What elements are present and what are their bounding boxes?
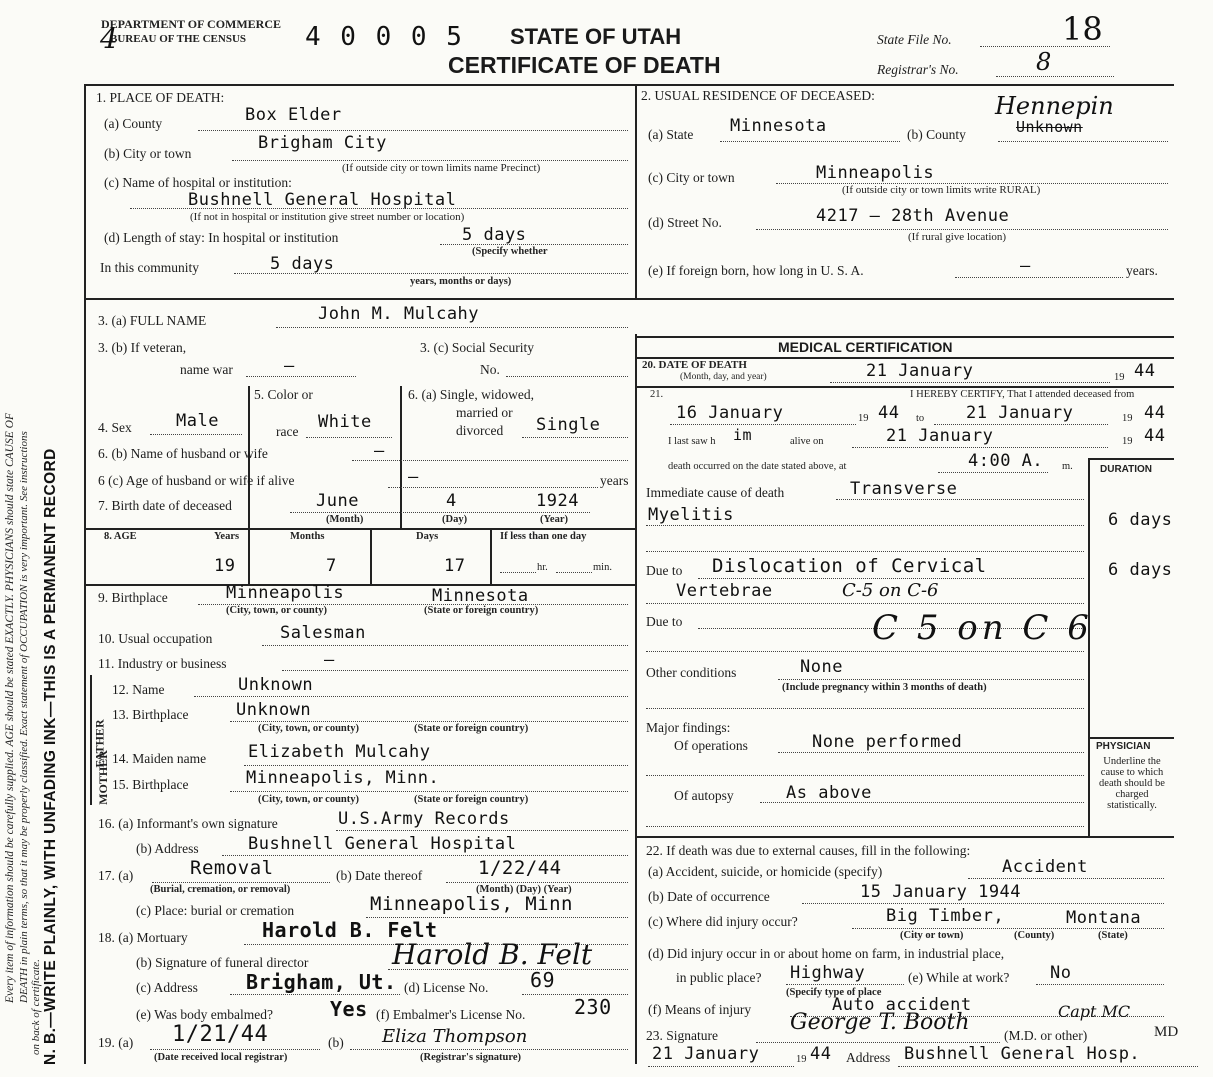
due-to-1-hand: C-5 on C-6 — [842, 580, 939, 601]
pregnancy-note: (Include pregnancy within 3 months of death) — [782, 682, 987, 693]
to-year: 44 — [1144, 403, 1166, 423]
to-prefix: 19 — [1122, 413, 1133, 424]
res-county-label: (b) County — [907, 127, 966, 142]
age-hw-value: – — [408, 467, 419, 487]
physician-box-title: PHYSICIAN — [1096, 741, 1151, 752]
last-year: 44 — [1144, 426, 1166, 446]
res-state: Minnesota — [730, 116, 827, 136]
mort-address-label: (c) Address — [136, 980, 198, 995]
emb-license-label: (f) Embalmer's License No. — [376, 1007, 526, 1022]
last-saw-label: I last saw h — [668, 436, 716, 447]
mortuary-label: 18. (a) Mortuary — [98, 930, 188, 945]
street-label: (d) Street No. — [648, 215, 722, 230]
full-name-label: 3. (a) FULL NAME — [98, 313, 207, 328]
industry: – — [324, 650, 335, 670]
occurrence-label: (b) Date of occurrence — [648, 889, 770, 904]
father-bp-label: 13. Birthplace — [112, 707, 189, 722]
stay-hospital: 5 days — [462, 225, 527, 245]
age-hw-label: 6 (c) Age of husband or wife if alive — [98, 473, 295, 488]
physician-address: Bushnell General Hosp. — [904, 1044, 1141, 1064]
due-to-1a: Dislocation of Cervical — [712, 555, 987, 577]
received-b-label: (b) — [328, 1035, 344, 1050]
certify-num: 21. — [650, 389, 664, 400]
external-causes-label: 22. If death was due to external causes, fill in the following: — [646, 843, 971, 858]
last-saw-pronoun: im — [733, 426, 753, 444]
burial-label: 17. (a) — [98, 868, 134, 883]
attended-to: 21 January — [966, 403, 1074, 423]
physician-note: Underline the cause to which death should be charged statistically. — [1099, 756, 1165, 811]
operations-label: Of operations — [674, 738, 748, 753]
hospital-label: (c) Name of hospital or institution: — [104, 175, 292, 190]
injury-state: Montana — [1066, 908, 1142, 928]
dept-name: DEPARTMENT OF COMMERCE — [101, 17, 282, 31]
sig-address-label: Address — [846, 1050, 891, 1065]
years-suffix: years. — [1126, 263, 1158, 278]
occupation: Salesman — [280, 623, 366, 643]
state-note: (State) — [1098, 930, 1128, 941]
signature-label: 23. Signature — [646, 1028, 718, 1043]
informant-address-label: (b) Address — [136, 841, 199, 856]
specify-note: (Specify whether — [472, 246, 548, 257]
birth-label: 7. Birth date of deceased — [98, 498, 232, 513]
accident-value: Accident — [1002, 857, 1088, 877]
where-label: (c) Where did injury occur? — [648, 914, 798, 929]
means-value: Auto accident — [832, 995, 972, 1015]
embalmed-value: Yes — [330, 997, 368, 1021]
death-county: Box Elder — [245, 105, 342, 125]
immediate-cause-1: Transverse — [850, 479, 958, 499]
registrar-label: Registrar's No. — [877, 62, 959, 77]
instruction-line-1: Every item of information should be carefully supplied. AGE should be stated EXACTLY. PHYSICIANS should state CAUSE OF — [4, 413, 16, 1003]
birth-day: 4 — [446, 491, 457, 511]
res-city: Minneapolis — [816, 163, 935, 183]
res-state-label: (a) State — [648, 127, 694, 142]
less-col: If less than one day — [500, 531, 587, 542]
burial-date-label: (b) Date thereof — [336, 868, 423, 883]
death-time: 4:00 A. — [968, 451, 1044, 471]
instruction-line-3: on back of certificate. — [30, 959, 42, 1055]
mortuary-name: Harold B. Felt — [262, 918, 438, 942]
mother-birthplace: Minneapolis, Minn. — [246, 768, 440, 788]
due-to-2-label: Due to — [646, 614, 683, 629]
years-label: years — [600, 473, 629, 488]
rural-note: (If rural give location) — [908, 231, 1007, 243]
age-months: 7 — [326, 556, 337, 576]
age-years: 19 — [214, 556, 236, 576]
county-label: (a) County — [104, 116, 163, 131]
industry-label: 11. Industry or business — [98, 656, 227, 671]
county-note: (County) — [1014, 930, 1055, 941]
burial-date: 1/22/44 — [478, 857, 562, 879]
community-label: In this community — [100, 260, 199, 275]
foreign-label: (e) If foreign born, how long in U. S. A. — [648, 263, 864, 278]
stay-label: (d) Length of stay: In hospital or institution — [104, 230, 339, 245]
accident-label: (a) Accident, suicide, or homicide (specify) — [648, 864, 883, 879]
occurred-label: death occurred on the date stated above, at — [668, 461, 847, 472]
public-place: Highway — [790, 963, 866, 983]
from-year: 44 — [878, 403, 900, 423]
medical-heading: MEDICAL CERTIFICATION — [778, 339, 953, 355]
received-date: 1/21/44 — [172, 1022, 269, 1047]
last-saw-date: 21 January — [886, 426, 994, 446]
birth-year: 1924 — [536, 491, 579, 511]
state-file-value: 18 — [1062, 10, 1103, 48]
director-signature: Harold B. Felt — [392, 938, 593, 971]
duration-2: 6 days — [1108, 560, 1173, 580]
dod-prefix: 19 — [1114, 372, 1125, 383]
birthplace-city: Minneapolis — [226, 583, 345, 603]
city-town-note: (City or town) — [900, 930, 964, 941]
informant-address: Bushnell General Hospital — [248, 834, 517, 854]
years-col: Years — [214, 531, 240, 542]
fbp-state-note: (State or foreign country) — [414, 723, 529, 734]
state-heading: STATE OF UTAH — [510, 24, 682, 49]
operations-value: None performed — [812, 732, 963, 752]
veteran-label: 3. (b) If veteran, — [98, 340, 187, 355]
war-label: name war — [180, 362, 233, 377]
rural-city-note: (If outside city or town limits write RURAL) — [842, 184, 1041, 196]
embalmer-license: 230 — [574, 995, 612, 1019]
burial-place: Minneapolis, Minn — [370, 893, 573, 915]
race-value: White — [318, 412, 372, 432]
sex-label: 4. Sex — [98, 420, 132, 435]
dod-year: 44 — [1134, 361, 1156, 381]
foreign-value: – — [1020, 256, 1031, 276]
divorced-label: divorced — [456, 423, 504, 438]
md-label: (M.D. or other) — [1004, 1028, 1088, 1043]
place-of-death-heading: 1. PLACE OF DEATH: — [96, 90, 225, 105]
physician-signature: George T. Booth — [790, 1010, 970, 1035]
last-prefix: 19 — [1122, 436, 1133, 447]
other-conditions-label: Other conditions — [646, 665, 737, 680]
attended-from: 16 January — [676, 403, 784, 423]
autopsy-value: As above — [786, 783, 872, 803]
residence-county-hand: Hennepin — [995, 92, 1114, 120]
date-of-death: 21 January — [866, 361, 974, 381]
due-to-1-label: Due to — [646, 563, 683, 578]
month-note: (Month) — [326, 514, 364, 525]
informant-signature: U.S.Army Records — [338, 809, 510, 829]
min-label: min. — [593, 562, 612, 573]
marital-value: Single — [536, 415, 601, 435]
physician-rank: Capt MC — [1058, 1002, 1131, 1021]
mother-name-label: 14. Maiden name — [112, 751, 207, 766]
hr-label: hr. — [537, 562, 548, 573]
mdy-note: (Month) (Day) (Year) — [476, 884, 572, 895]
certificate-title: CERTIFICATE OF DEATH — [448, 52, 721, 78]
work-value: No — [1050, 963, 1072, 983]
age-label: 8. AGE — [104, 531, 137, 542]
registrar-value: 8 — [1036, 48, 1052, 76]
alive-label: alive on — [790, 436, 824, 447]
res-city-label: (c) City or town — [648, 170, 735, 185]
father-name-label: 12. Name — [112, 682, 165, 697]
city-label: (b) City or town — [104, 146, 192, 161]
to-label: to — [916, 413, 925, 424]
res-street: 4217 – 28th Avenue — [816, 206, 1010, 226]
duration-label: DURATION — [1100, 464, 1153, 475]
instruction-line-2: DEATH in plain terms, so that it may be properly classified. Exact statement of OCCUPATION is very important. See instructions — [18, 431, 30, 1003]
hospital-name: Bushnell General Hospital — [188, 190, 457, 210]
certificate-number: 4 0 0 0 5 — [305, 22, 464, 52]
father-birthplace: Unknown — [236, 700, 312, 720]
informant-label: 16. (a) Informant's own signature — [98, 816, 278, 831]
age-days: 17 — [444, 556, 466, 576]
other-conditions: None — [800, 657, 843, 677]
months-col: Months — [290, 531, 325, 542]
burial-type: Removal — [190, 857, 274, 879]
signature-year: 44 — [810, 1044, 832, 1064]
ymd-note: years, months or days) — [410, 276, 512, 287]
mother-bp-label: 15. Birthplace — [112, 777, 189, 792]
permanent-record-notice: N. B.—WRITE PLAINLY, WITH UNFADING INK—THIS IS A PERMANENT RECORD — [42, 448, 59, 1065]
year-note: (Year) — [540, 514, 568, 525]
dod-note: (Month, day, and year) — [680, 372, 767, 382]
instruction-sidebar — [2, 5, 76, 1075]
injury-city: Big Timber, — [886, 906, 1005, 926]
single-label: 6. (a) Single, widowed, — [408, 387, 534, 402]
sig-prefix: 19 — [796, 1054, 807, 1065]
full-name: John M. Mulcahy — [318, 304, 480, 324]
ss-label: 3. (c) Social Security — [420, 340, 534, 355]
public-label: in public place? — [676, 970, 762, 985]
father-side-label: FATHER — [92, 719, 107, 768]
corner-mark: 4 — [100, 22, 118, 55]
received-note: (Date received local registrar) — [154, 1052, 288, 1063]
immediate-cause-label: Immediate cause of death — [646, 485, 785, 500]
occurrence-date: 15 January 1944 — [860, 882, 1022, 902]
due-to-1b: Vertebrae — [676, 581, 773, 601]
md-value: MD — [1154, 1024, 1179, 1040]
bureau-name: BUREAU OF THE CENSUS — [110, 33, 247, 45]
fbp-city-note: (City, town, or county) — [258, 723, 360, 734]
certify-text: I HEREBY CERTIFY, That I attended deceased from — [910, 389, 1135, 400]
autopsy-label: Of autopsy — [674, 788, 734, 803]
color-label: 5. Color or — [254, 387, 313, 402]
days-col: Days — [416, 531, 439, 542]
war-value: – — [284, 356, 295, 376]
hospital-note: (If not in hospital or institution give street number or location) — [190, 211, 465, 223]
specify-place-note: (Specify type of place — [786, 987, 882, 998]
death-city: Brigham City — [258, 133, 387, 153]
residence-heading: 2. USUAL RESIDENCE OF DECEASED: — [641, 88, 875, 103]
precinct-note: (If outside city or town limits name Precinct) — [342, 162, 541, 174]
due-to-2-hand: C 5 on C 6 — [872, 608, 1093, 648]
husband-label: 6. (b) Name of husband or wife — [98, 446, 268, 461]
birth-month: June — [316, 491, 359, 511]
occupation-label: 10. Usual occupation — [98, 631, 213, 646]
bp-city-note: (City, town, or county) — [226, 605, 328, 616]
birthplace-state: Minnesota — [432, 586, 529, 606]
birthplace-label: 9. Birthplace — [98, 590, 168, 605]
m-label: m. — [1062, 461, 1073, 472]
ss-no-label: No. — [480, 362, 500, 377]
day-note: (Day) — [442, 514, 468, 525]
received-label: 19. (a) — [98, 1035, 134, 1050]
registrar-signature: Eliza Thompson — [382, 1026, 528, 1047]
work-label: (e) While at work? — [908, 970, 1010, 985]
res-county-typed: Unknown — [1016, 118, 1083, 136]
mbp-city-note: (City, town, or county) — [258, 794, 360, 805]
signature-date: 21 January — [652, 1044, 760, 1064]
husband-value: – — [374, 441, 385, 461]
embalmed-label: (e) Was body embalmed? — [136, 1007, 273, 1022]
license-no: 69 — [530, 968, 556, 992]
burial-note: (Burial, cremation, or removal) — [150, 884, 291, 895]
bp-state-note: (State or foreign country) — [424, 605, 539, 616]
license-label: (d) License No. — [404, 980, 489, 995]
race-label: race — [276, 424, 299, 439]
means-label: (f) Means of injury — [648, 1002, 752, 1017]
father-name: Unknown — [238, 675, 314, 695]
mortuary-address: Brigham, Ut. — [246, 970, 397, 994]
major-findings-label: Major findings: — [646, 720, 731, 735]
stay-community: 5 days — [270, 254, 335, 274]
immediate-cause-2: Myelitis — [648, 505, 734, 525]
from-prefix: 19 — [858, 413, 869, 424]
home-label: (d) Did injury occur in or about home on farm, in industrial place, — [648, 946, 1005, 961]
state-file-label: State File No. — [877, 32, 952, 47]
place-burial-label: (c) Place: burial or cremation — [136, 903, 295, 918]
mother-maiden-name: Elizabeth Mulcahy — [248, 742, 431, 762]
duration-1: 6 days — [1108, 510, 1173, 530]
married-label: married or — [456, 405, 513, 420]
mbp-state-note: (State or foreign country) — [414, 794, 529, 805]
director-label: (b) Signature of funeral director — [136, 955, 309, 970]
mother-side-label: MOTHER — [95, 750, 110, 805]
sex-value: Male — [176, 411, 219, 431]
registrar-sig-note: (Registrar's signature) — [420, 1052, 521, 1063]
dod-label: 20. DATE OF DEATH — [642, 359, 747, 371]
